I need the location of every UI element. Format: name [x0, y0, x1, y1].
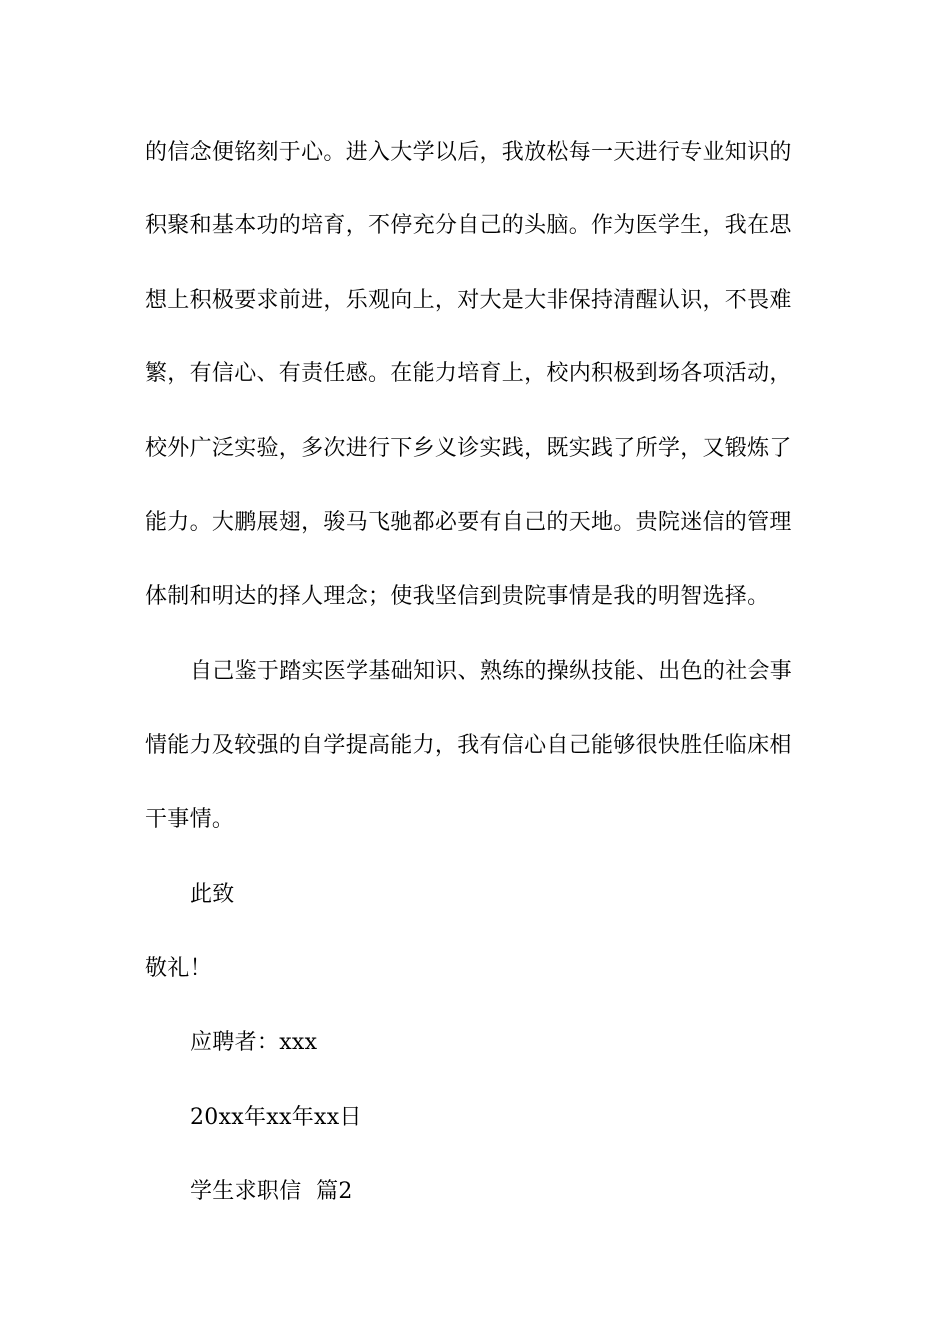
salute: 敬礼！: [145, 956, 212, 981]
signature: 应聘者：xxx: [190, 1030, 318, 1055]
paragraph-line: 积聚和基本功的培育，不停充分自己的头脑。作为医学生，我在思: [145, 213, 792, 238]
paragraph-line: 自己鉴于踏实医学基础知识、熟练的操纵技能、出色的社会事: [190, 659, 793, 684]
date: 20xx年xx年xx日: [190, 1105, 362, 1130]
paragraph-line: 能力。大鹏展翅，骏马飞驰都必要有自己的天地。贵院迷信的管理: [145, 510, 792, 535]
paragraph-line: 干事情。: [145, 807, 235, 832]
section-heading: 学生求职信 篇2: [190, 1179, 353, 1204]
paragraph-line: 想上积极要求前进，乐观向上，对大是大非保持清醒认识，不畏难: [145, 288, 792, 313]
closing-phrase: 此致: [190, 882, 235, 907]
paragraph-line: 校外广泛实验，多次进行下乡义诊实践，既实践了所学，又锻炼了: [145, 436, 792, 461]
paragraph-line: 情能力及较强的自学提高能力，我有信心自己能够很快胜任临床相: [145, 733, 792, 758]
paragraph-line: 的信念便铭刻于心。进入大学以后，我放松每一天进行专业知识的: [145, 140, 792, 165]
paragraph-line: 体制和明达的择人理念；使我坚信到贵院事情是我的明智选择。: [145, 584, 770, 609]
paragraph-line: 繁，有信心、有责任感。在能力培育上，校内积极到场各项活动，: [145, 361, 792, 386]
